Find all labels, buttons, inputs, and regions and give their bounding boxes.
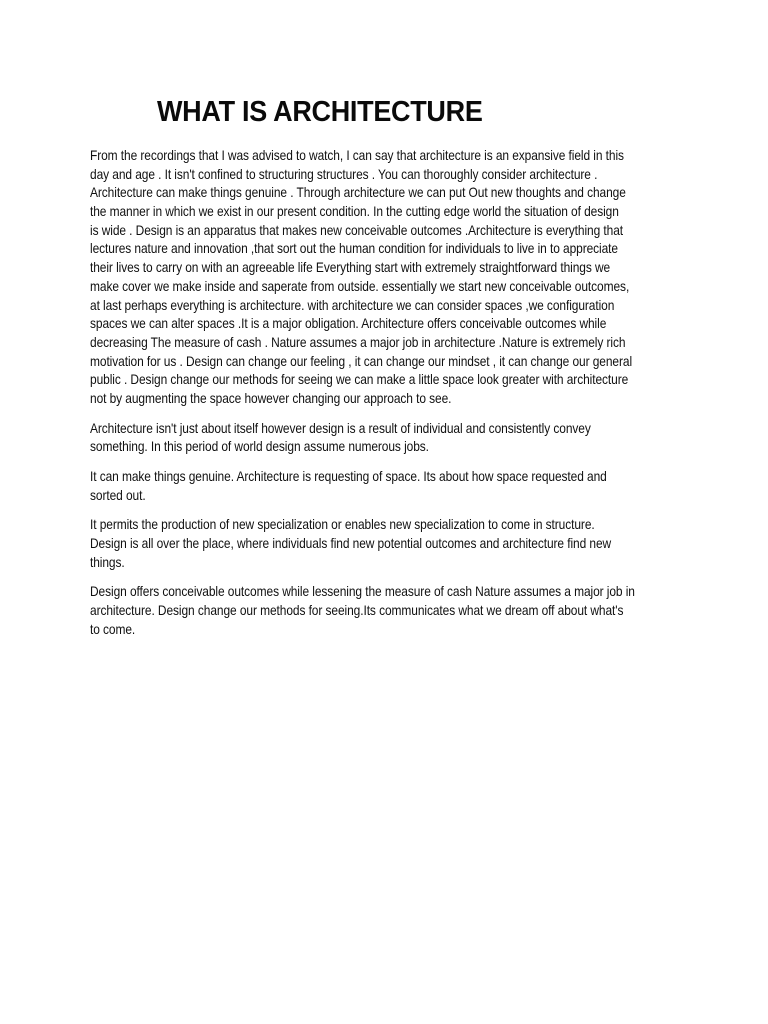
text-line: Design offers conceivable outcomes while lessening the measure of cash Nature assumes a major job in [90, 584, 635, 600]
text-line: is wide . Design is an apparatus that makes new conceivable outcomes .Architecture is everything that [90, 222, 624, 238]
text-line: Design is all over the place, where individuals find new potential outcomes and architecture find new [90, 536, 612, 552]
paragraph-5 [90, 583, 690, 639]
text-line: sorted out. [90, 487, 146, 503]
text-line: to come. [90, 621, 136, 637]
text-line: architecture. Design change our methods for seeing.Its communicates what we dream off about what's [90, 603, 624, 619]
text-line: It permits the production of new specialization or enables new specialization to come in structure. [90, 517, 595, 533]
paragraph-4 [90, 516, 690, 572]
text-line: things. [90, 554, 125, 570]
text-line: day and age . It isn't confined to structuring structures . You can thoroughly consider architecture . [90, 166, 598, 182]
paragraph-2 [90, 420, 690, 457]
document-title: WHAT IS ARCHITECTURE [157, 96, 483, 128]
text-line: public . Design change our methods for seeing we can make a little space look greater with architecture [90, 372, 629, 388]
paragraph-3 [90, 468, 690, 505]
text-line: Architecture can make things genuine . Through architecture we can put Out new thoughts and change [90, 185, 626, 201]
text-line: decreasing The measure of cash . Nature assumes a major job in architecture .Nature is extremely rich [90, 334, 626, 350]
text-line: their lives to carry on with an agreeable life Everything start with extremely straightforward things we [90, 260, 611, 276]
text-line: something. In this period of world design assume numerous jobs. [90, 439, 429, 455]
text-line: motivation for us . Design can change our feeling , it can change our mindset , it can change our general [90, 353, 633, 369]
text-line: From the recordings that I was advised to watch, I can say that architecture is an expansive field in this [90, 148, 624, 163]
text-line: spaces we can alter spaces .It is a major obligation. Architecture offers conceivable outcomes while [90, 316, 607, 332]
paragraph-1 [90, 147, 690, 409]
text-line: at last perhaps everything is architecture. with architecture we can consider spaces ,we configuration [90, 297, 615, 313]
text-line: lectures nature and innovation ,that sort out the human condition for individuals to live in to appreciate [90, 241, 618, 257]
text-line: not by augmenting the space however changing our approach to see. [90, 390, 452, 406]
text-line: make cover we make inside and saperate from outside. essentially we start new conceivable outcomes, [90, 278, 630, 294]
document-body [90, 147, 690, 651]
text-line: It can make things genuine. Architecture is requesting of space. Its about how space requested and [90, 469, 607, 484]
text-line: the manner in which we exist in our present condition. In the cutting edge world the situation of design [90, 204, 619, 220]
text-line: Architecture isn't just about itself however design is a result of individual and consistently convey [90, 420, 591, 436]
